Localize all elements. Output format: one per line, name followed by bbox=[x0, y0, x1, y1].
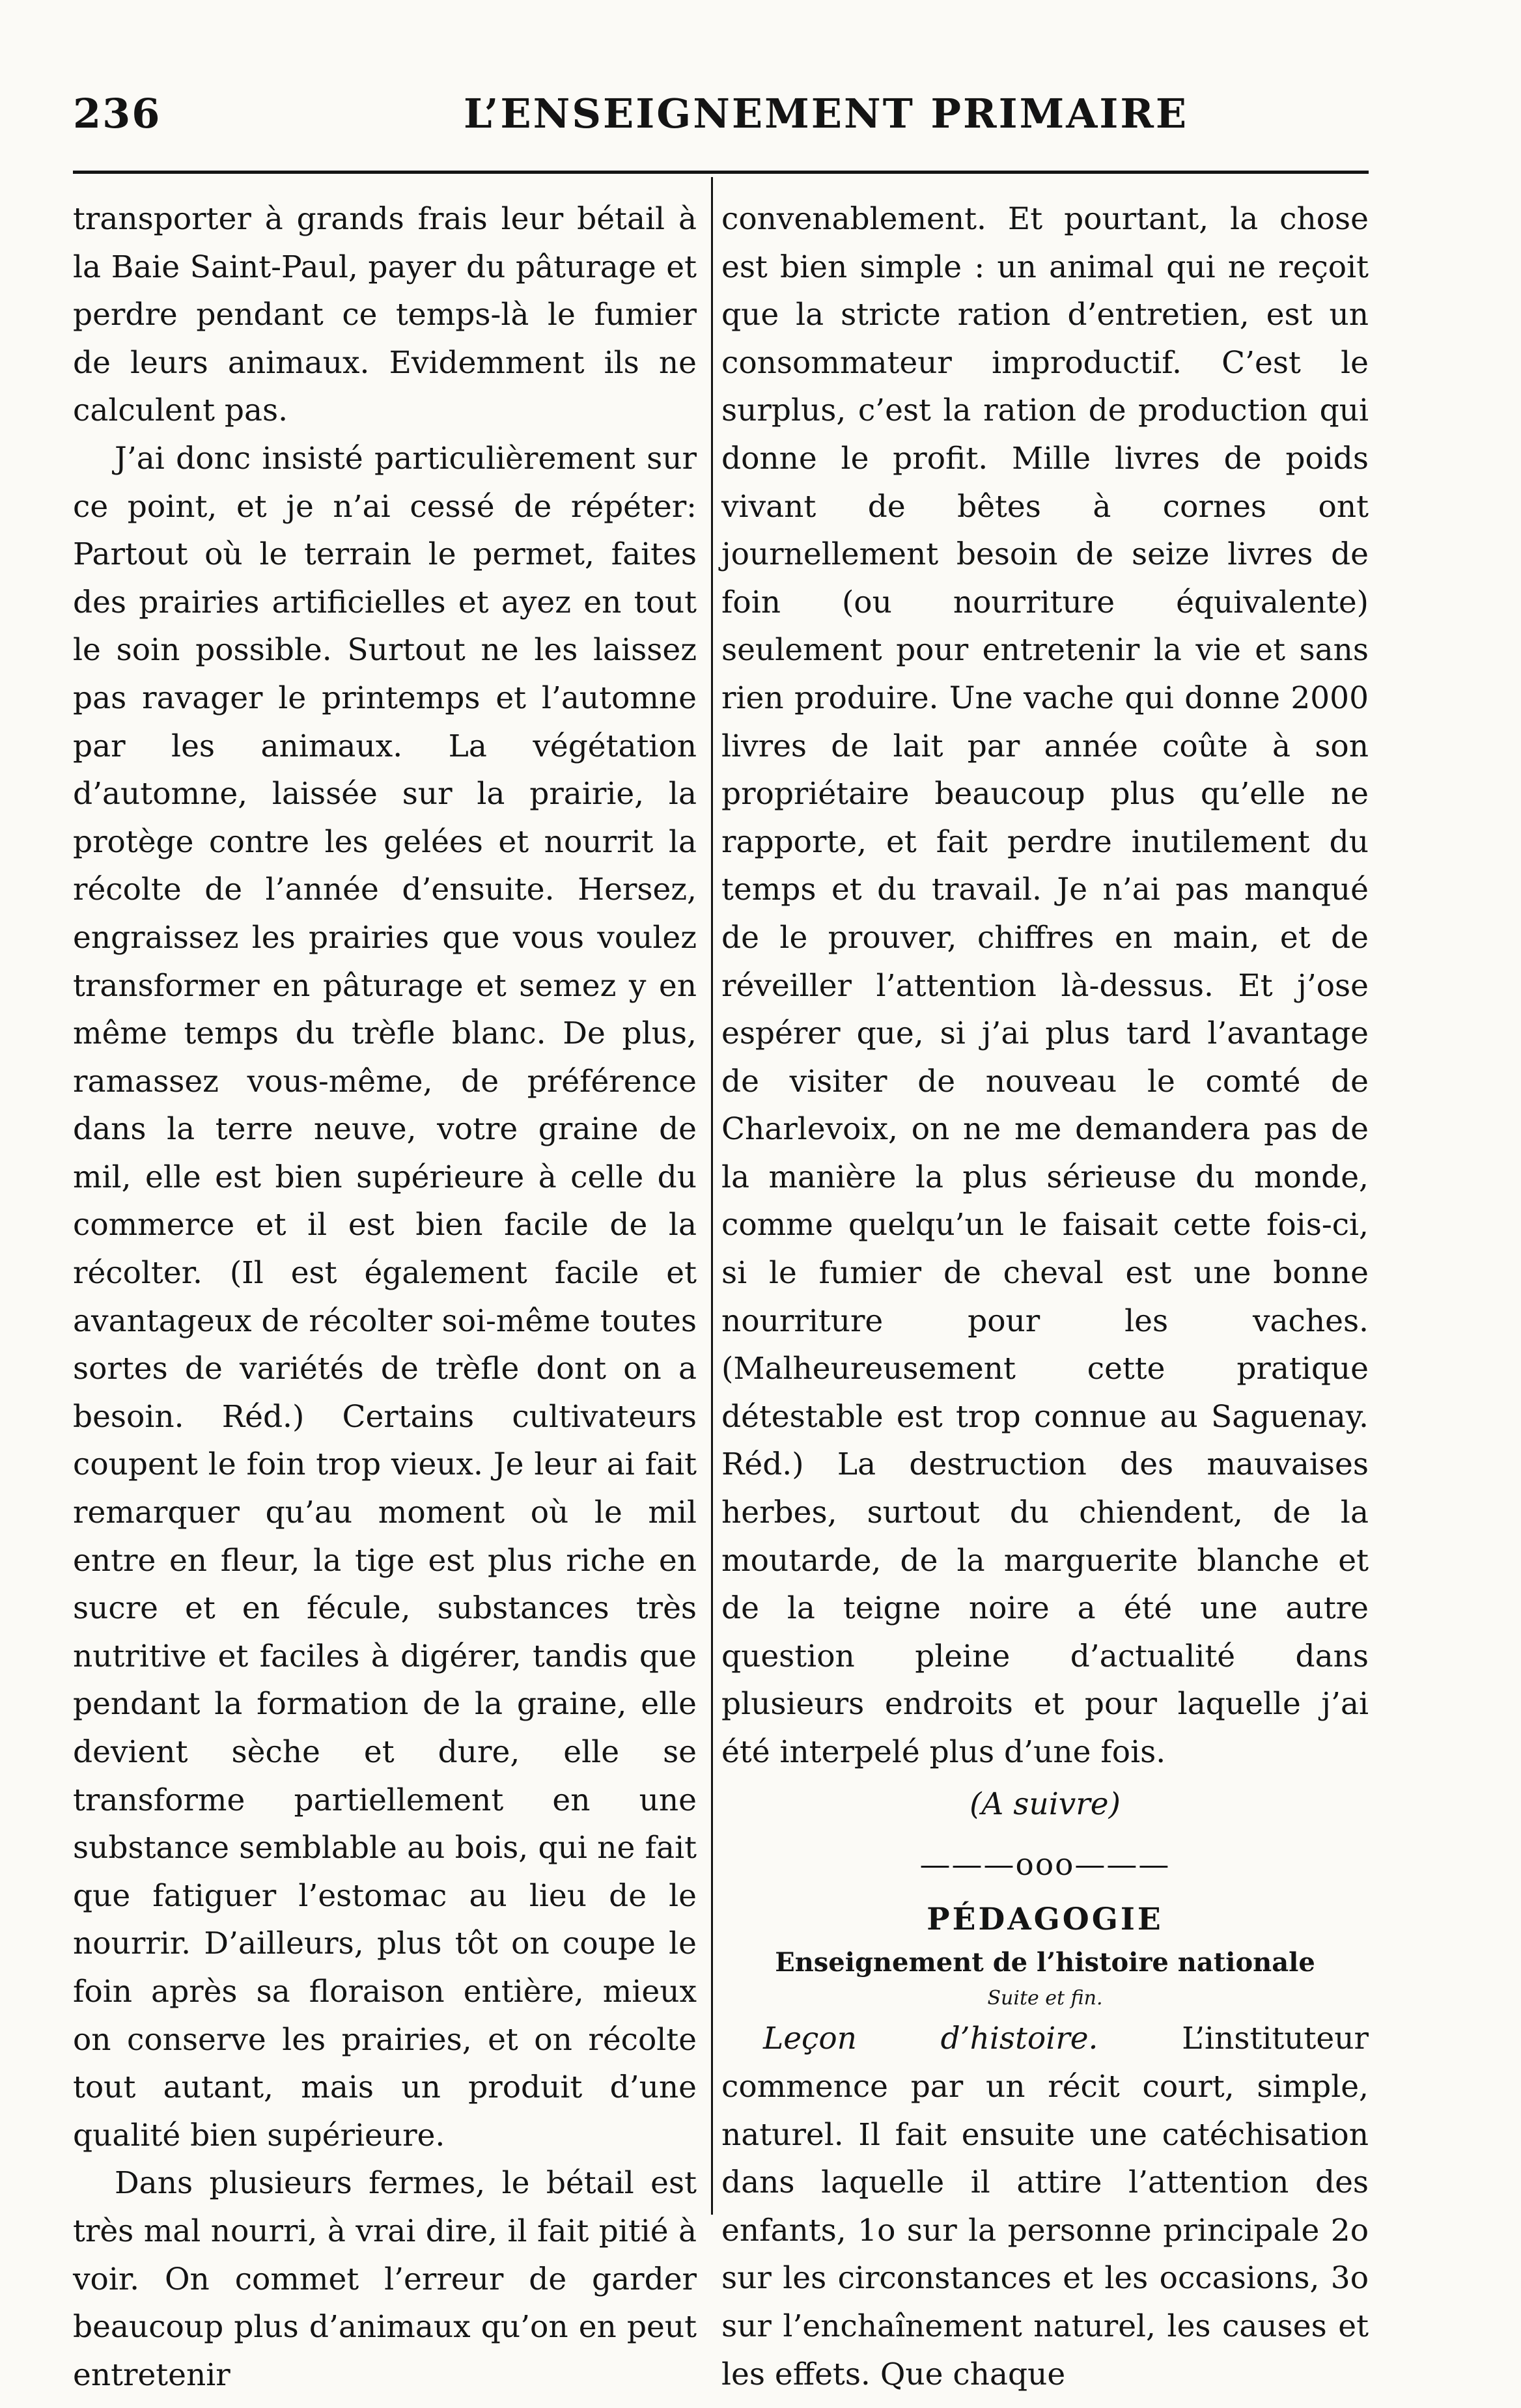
lesson-lead: Leçon d’histoire. bbox=[763, 2021, 1098, 2057]
page-number: 236 bbox=[73, 90, 161, 137]
left-paragraph-1: transporter à grands frais leur bétail à la Baie Saint-Paul, payer du pâturage et perdre pendant ce temps-là le fumier de leurs animaux. Evidemment ils ne calculent pas. bbox=[73, 201, 697, 429]
section-subtitle: Enseignement de l’histoire nationale bbox=[775, 1947, 1315, 1978]
header-rule bbox=[73, 171, 1369, 174]
lesson-text: L’instituteur commence par un récit court, simple, naturel. Il fait ensuite une catéchisation dans laquelle il attire l’attention des enfants, 1o sur la personne principale 2o sur les circonstances et les occasions, 3o sur l’enchaînement naturel, les causes et les effets. Que chaque bbox=[721, 2021, 1369, 2392]
running-title: L’ENSEIGNEMENT PRIMAIRE bbox=[464, 90, 1189, 137]
left-column bbox=[73, 195, 697, 2399]
right-paragraph-1: convenablement. Et pourtant, la chose est bien simple : un animal qui ne reçoit que la stricte ration d’entretien, est un consommateur improductif. C’est le surplus, c’est la ration de production qui donne le profit. Mille livres de poids vivant de bêtes à cornes ont journellement besoin de seize livres de foin (ou nourriture équivalente) seulement pour entretenir la vie et sans rien produire. Une vache qui donne 2000 livres de lait par année coûte à son propriétaire beaucoup plus qu’elle ne rapporte, et fait perdre inutilement du temps et du travail. Je n’ai pas manqué de le prouver, chiffres en main, et de réveiller l’attention là-dessus. Et j’ose espérer que, si j’ai plus tard l’avantage de visiter de nouveau le comté de Charlevoix, on ne me demandera pas de la manière la plus sérieuse du monde, comme quelqu’un le faisait cette fois-ci, si le fumier de cheval est une bonne nourriture pour les vaches. (Malheureusement cette pratique détestable est trop connue au Saguenay. Réd.) La destruction des mauvaises herbes, surtout du chiendent, de la moutarde, de la marguerite blanche et de la teigne noire a été une autre question pleine d’actualité dans plusieurs endroits et pour laquelle j’ai été interpelé plus d’une fois. bbox=[721, 201, 1369, 1770]
lesson-paragraph bbox=[721, 2015, 1369, 2398]
left-paragraph-3: Dans plusieurs fermes, le bétail est très mal nourri, à vrai dire, il fait pitié à voir. On commet l’erreur de garder beaucoup plus d’animaux qu’on en peut entretenir bbox=[73, 2165, 697, 2393]
to-be-continued: (A suivre) bbox=[970, 1786, 1121, 1822]
left-paragraph-2: J’ai donc insisté particulièrement sur ce point, et je n’ai cessé de répéter: Partout où le terrain le permet, faites des prairies artificielles et ayez en tout le soin possible. Surtout ne les laissez pas ravager le printemps et l’automne par les animaux. La végétation d’automne, laissée sur la prairie, la protège contre les gelées et nourrit la récolte de l’année d’ensuite. Hersez, engraissez les prairies que vous voulez transformer en pâturage et semez y en même temps du trèfle blanc. De plus, ramassez vous-même, de préférence dans la terre neuve, votre graine de mil, elle est bien supérieure à celle du commerce et il est bien facile de la récolter. (Il est également facile et avantageux de récolter soi-même toutes sortes de variétés de trèfle dont on a besoin. Réd.) Certains cultivateurs coupent le foin trop vieux. Je leur ai fait remarquer qu’au moment où le mil entre en fleur, la tige est plus riche en sucre et en fécule, substances très nutritive et faciles à digérer, tandis que pendant la formation de la graine, elle devient sèche et dure, elle se transforme partiellement en une substance semblable au bois, qui ne fait que fatiguer l’estomac au lieu de le nourrir. D’ailleurs, plus tôt on coupe le foin après sa floraison entière, mieux on conserve les prairies, et on récolte tout autant, mais un produit d’une qualité bien supérieure. bbox=[73, 440, 697, 2153]
section-separator: ———ooo——— bbox=[919, 1847, 1171, 1883]
section-note: Suite et fin. bbox=[987, 1987, 1103, 2010]
section-title: PÉDAGOGIE bbox=[927, 1901, 1164, 1937]
column-divider bbox=[711, 177, 713, 2215]
right-column bbox=[721, 195, 1369, 2398]
page-header bbox=[73, 83, 1369, 155]
